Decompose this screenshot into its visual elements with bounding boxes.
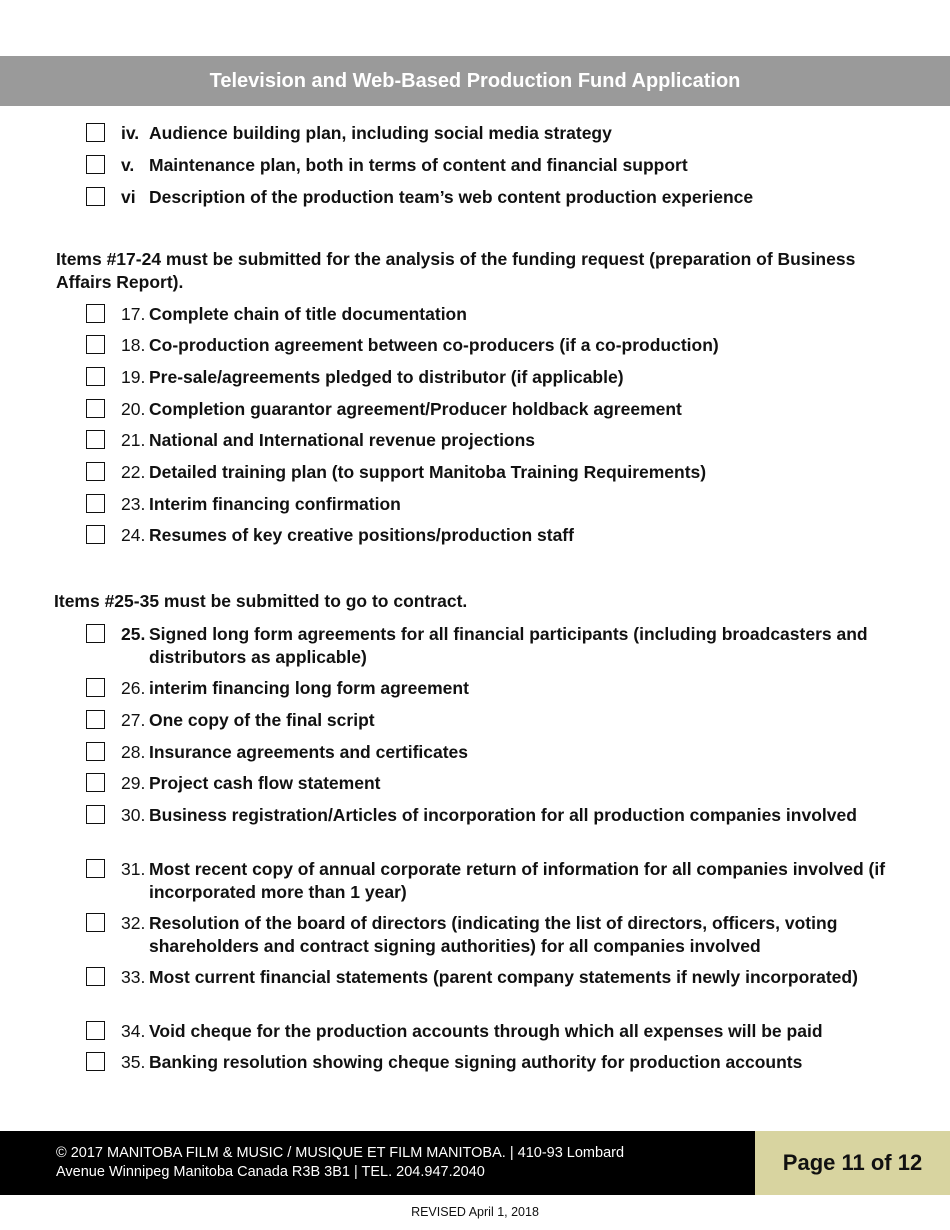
- item-number: 21.: [121, 430, 146, 450]
- checklist-item: [86, 303, 906, 326]
- item-number: 24.: [121, 525, 146, 545]
- item-text: Most recent copy of annual corporate return of information for all companies involved (if incorporated more than 1 year): [149, 859, 886, 902]
- item-number: 22.: [121, 462, 146, 482]
- checkbox[interactable]: [86, 773, 105, 792]
- checkbox[interactable]: [86, 805, 105, 824]
- header-bar: [0, 56, 950, 106]
- item-text: Interim financing confirmation: [149, 494, 401, 514]
- checklist-item: [86, 804, 906, 827]
- checkbox[interactable]: [86, 913, 105, 932]
- checklist-item: [86, 1051, 906, 1074]
- item-number: 28.: [121, 742, 146, 762]
- item-text: Completion guarantor agreement/Producer holdback agreement: [149, 399, 682, 419]
- checklist-item: [86, 154, 906, 177]
- item-number: 27.: [121, 710, 146, 730]
- checklist-item: [86, 186, 906, 209]
- checkbox[interactable]: [86, 624, 105, 643]
- checkbox[interactable]: [86, 678, 105, 697]
- item-number: 20.: [121, 399, 146, 419]
- checklist-item: [86, 741, 906, 764]
- item-number: 35.: [121, 1052, 146, 1072]
- checklist-item: [86, 709, 906, 732]
- item-number: 26.: [121, 678, 146, 698]
- revised-date: REVISED April 1, 2018: [411, 1205, 539, 1219]
- checklist-item: [86, 493, 906, 516]
- item-number: 17.: [121, 304, 146, 324]
- item-number: 25.: [121, 624, 146, 644]
- item-text: Business registration/Articles of incorporation for all production companies involved: [149, 805, 857, 825]
- checkbox[interactable]: [86, 710, 105, 729]
- item-number: 19.: [121, 367, 146, 387]
- footer-line-1: © 2017 MANITOBA FILM & MUSIC / MUSIQUE ET FILM MANITOBA. | 410-93 Lombard: [56, 1145, 625, 1161]
- checklist-item: [86, 398, 906, 421]
- item-number: 18.: [121, 335, 146, 355]
- checkbox[interactable]: [86, 304, 105, 323]
- checklist-item: [86, 1020, 906, 1043]
- section-intro-analysis: Items #17-24 must be submitted for the analysis of the funding request (preparation of Business Affairs Report).: [56, 249, 856, 292]
- item-text: interim financing long form agreement: [149, 678, 469, 698]
- item-text: Audience building plan, including social media strategy: [149, 123, 612, 143]
- checkbox[interactable]: [86, 123, 105, 142]
- item-number: v.: [121, 155, 135, 175]
- checkbox[interactable]: [86, 367, 105, 386]
- section-intro-contract: Items #25-35 must be submitted to go to contract.: [54, 591, 468, 611]
- item-text: Banking resolution showing cheque signing authority for production accounts: [149, 1052, 803, 1072]
- page-number-label: Page 11 of 12: [782, 1150, 923, 1175]
- checklist-item: [86, 366, 906, 389]
- item-number: 33.: [121, 967, 146, 987]
- item-text: National and International revenue projections: [149, 430, 536, 450]
- checkbox[interactable]: [86, 155, 105, 174]
- item-number: 31.: [121, 859, 146, 879]
- checkbox[interactable]: [86, 525, 105, 544]
- item-text: Pre-sale/agreements pledged to distributor (if applicable): [149, 367, 624, 387]
- footer-line-2: Avenue Winnipeg Manitoba Canada R3B 3B1 | TEL. 204.947.2040: [56, 1164, 485, 1180]
- item-number: 29.: [121, 773, 146, 793]
- page-title: Television and Web-Based Production Fund Application: [209, 69, 741, 92]
- checklist-item: [86, 623, 906, 668]
- checkbox[interactable]: [86, 187, 105, 206]
- item-text: Description of the production team’s web content production experience: [149, 187, 754, 207]
- checklist-item: [86, 429, 906, 452]
- checkbox[interactable]: [86, 1052, 105, 1071]
- item-text: Void cheque for the production accounts through which all expenses will be paid: [149, 1021, 823, 1041]
- item-text: Signed long form agreements for all financial participants (including broadcasters and distributors as applicable): [149, 624, 868, 667]
- item-number: vi: [121, 187, 136, 207]
- checklist-item: [86, 858, 906, 903]
- checkbox[interactable]: [86, 399, 105, 418]
- checkbox[interactable]: [86, 742, 105, 761]
- checklist-item: [86, 677, 906, 700]
- item-number: 32.: [121, 913, 146, 933]
- page-number: [755, 1131, 950, 1195]
- item-text: Co-production agreement between co-producers (if a co-production): [149, 335, 719, 355]
- checkbox[interactable]: [86, 859, 105, 878]
- checkbox[interactable]: [86, 335, 105, 354]
- item-text: One copy of the final script: [149, 710, 375, 730]
- checklist-item: [86, 334, 906, 357]
- checklist-item: [86, 122, 906, 145]
- item-text: Insurance agreements and certificates: [149, 742, 469, 762]
- checklist-item: [86, 966, 906, 989]
- checklist-item: [86, 461, 906, 484]
- footer-contact: [0, 1131, 755, 1195]
- item-text: Resumes of key creative positions/production staff: [149, 525, 574, 545]
- item-number: 34.: [121, 1021, 146, 1041]
- checklist-item: [86, 772, 906, 795]
- checkbox[interactable]: [86, 462, 105, 481]
- item-text: Resolution of the board of directors (indicating the list of directors, officers, voting shareholders and contract signing authorities) for all companies involved: [149, 913, 838, 956]
- checkbox[interactable]: [86, 1021, 105, 1040]
- item-text: Project cash flow statement: [149, 773, 381, 793]
- checklist-item: [86, 912, 906, 957]
- item-text: Most current financial statements (parent company statements if newly incorporated): [149, 967, 858, 987]
- item-number: iv.: [121, 123, 140, 143]
- checkbox[interactable]: [86, 494, 105, 513]
- item-number: 30.: [121, 805, 146, 825]
- checklist-item: [86, 524, 906, 547]
- checkbox[interactable]: [86, 430, 105, 449]
- item-text: Maintenance plan, both in terms of content and financial support: [149, 155, 688, 175]
- item-text: Detailed training plan (to support Manitoba Training Requirements): [149, 462, 707, 482]
- checkbox[interactable]: [86, 967, 105, 986]
- item-text: Complete chain of title documentation: [149, 304, 467, 324]
- item-number: 23.: [121, 494, 146, 514]
